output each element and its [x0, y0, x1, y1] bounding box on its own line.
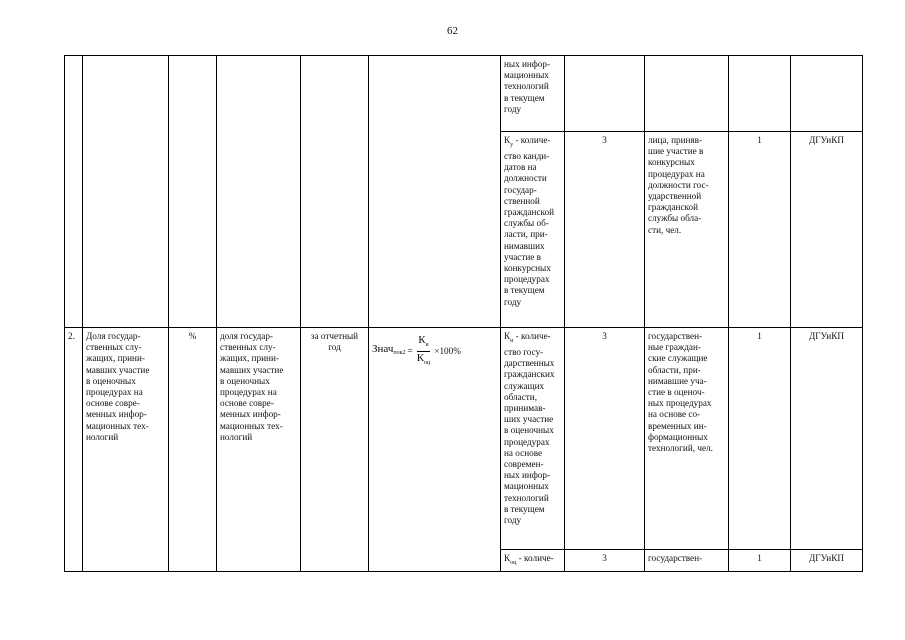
table-row [65, 328, 863, 550]
cell-code-ky: 3 [565, 132, 645, 328]
cell-unit-2: % [169, 328, 217, 572]
cell-period-ky: 1 [729, 132, 791, 328]
cell-definition-2: доля государ- ственных слу- жащих, прини- мавших участие в оценочных процедурах на основе совре- менных инфор- мационных тех- нологий [217, 328, 301, 572]
cell-org-kn: ДГУиКП [791, 328, 863, 550]
formula-eq: = [407, 346, 413, 357]
cell-base-indicator-kn: $К_и$ - количе- ство госу- дарственных гражданских служащих области, принимав- ших участие в оценочных процедурах на основе современ- ных инфор- мационных технологий в текущем году [501, 328, 565, 550]
formula-fraction [416, 334, 432, 369]
cell-unit [169, 56, 217, 328]
symbol-kn: $К_и$ [504, 331, 514, 344]
cell-code-koc: 3 [565, 550, 645, 572]
cell-base-indicator-ky: $К_у$ - количе- ство канди- датов на должности государ- ственной гражданской службы об- ласти, при- нимавших участие в конкурсных процедурах в текущем году [501, 132, 565, 328]
cell-base-unit-kn: государствен- ные граждан- ские служащие области, при- нимавшие уча- стие в оценоч- ных процедурах на основе со- временных ин- формационных технологий, чел. [645, 328, 729, 550]
cell-period-kn: 1 [729, 328, 791, 550]
table-row [65, 56, 863, 132]
cell-org [791, 56, 863, 132]
cell-base-unit-ky: лица, приняв- шие участие в конкурсных процедурах на должности гос- ударственной гражданской службы обла- сти, чел. [645, 132, 729, 328]
cell-name [83, 56, 169, 328]
cell-org-koc: ДГУиКП [791, 550, 863, 572]
cell-code-kn: 3 [565, 328, 645, 550]
formula-denominator: $К_{оц}$ [416, 352, 431, 367]
cell-formula [369, 56, 501, 328]
cell-org-ky: ДГУиКП [791, 132, 863, 328]
cell-name-2: Доля государ- ственных слу- жащих, прини- мавших участие в оценочных процедурах на основе совре- менных инфор- мационных тех- нологий [83, 328, 169, 572]
cell-period-koc: 1 [729, 550, 791, 572]
cell-base-indicator-koc: $К_{оц}$ - количе- [501, 550, 565, 572]
cell-base-unit [645, 56, 729, 132]
indicator-table [64, 55, 863, 572]
cell-definition [217, 56, 301, 328]
page-number: 62 [447, 25, 458, 37]
symbol-ky: $К_у$ [504, 135, 514, 148]
cell-code [565, 56, 645, 132]
cell-timing [301, 56, 369, 328]
symbol-koc: $К_{оц}$ [504, 553, 517, 566]
cell-num [65, 56, 83, 328]
cell-timing-2: за отчетный год [301, 328, 369, 572]
cell-formula-2 [369, 328, 501, 572]
formula [372, 334, 461, 369]
formula-tail: ×100% [434, 346, 461, 357]
cell-base-indicator: ных инфор- мационных технологий в текущем году [501, 56, 565, 132]
cell-period [729, 56, 791, 132]
formula-lhs: Знач$_{пок2}$ [372, 343, 406, 357]
cell-base-unit-koc: государствен- [645, 550, 729, 572]
formula-numerator: $К_и$ [417, 334, 430, 352]
cell-num-2: 2. [65, 328, 83, 572]
